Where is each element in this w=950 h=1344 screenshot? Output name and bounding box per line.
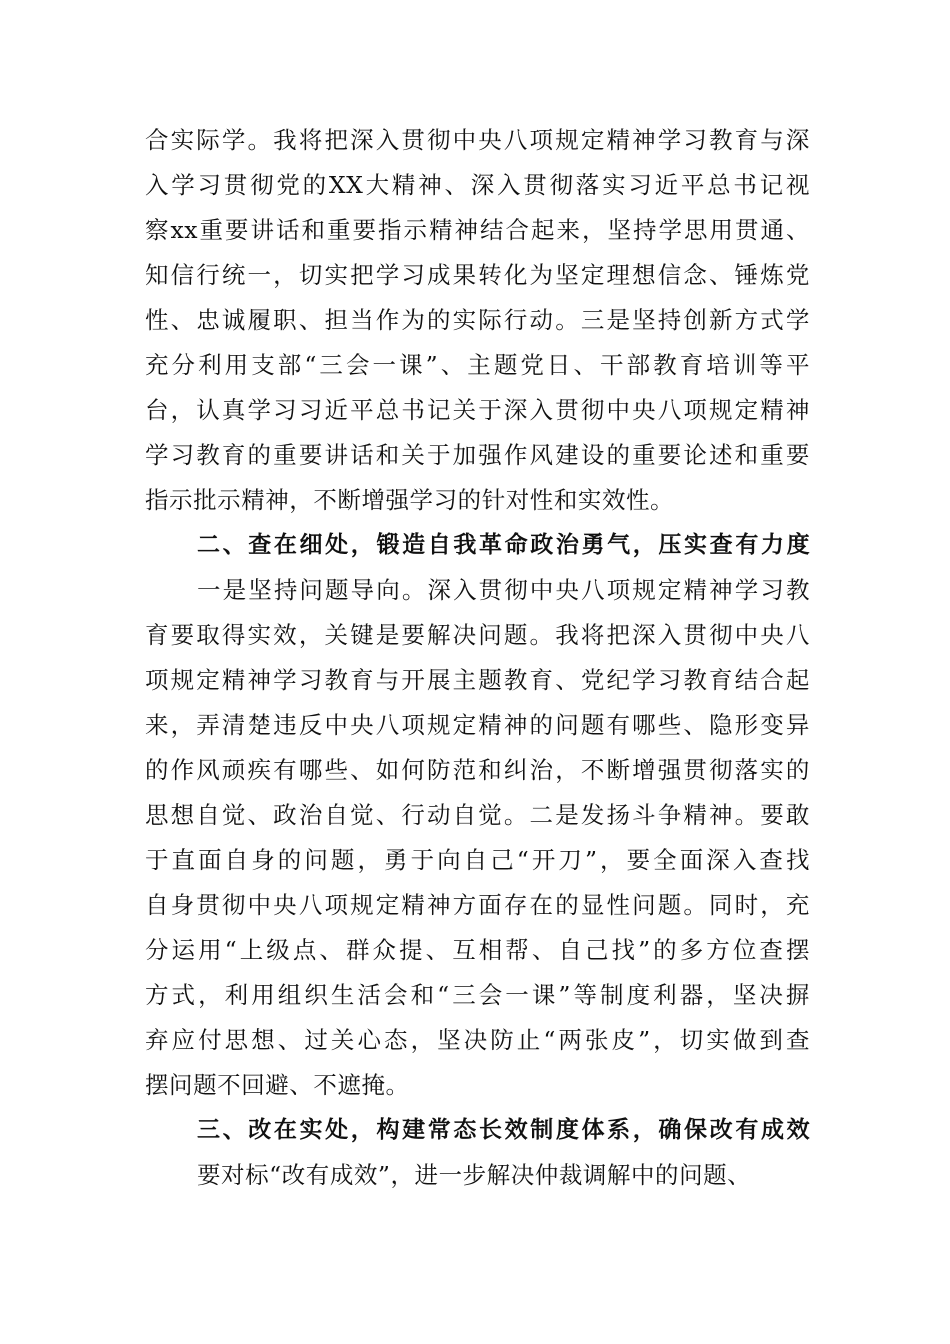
text-line: 育要取得实效，关键是要解决问题。我将把深入贯彻中央八	[145, 621, 810, 649]
text-line: 知信行统一，切实把学习成果转化为坚定理想信念、锤炼党	[145, 261, 810, 289]
text-line: 察xx重要讲话和重要指示精神结合起来，坚持学思用贯通、	[145, 216, 810, 244]
text-line: 性、忠诚履职、担当作为的实际行动。三是坚持创新方式学	[145, 306, 810, 334]
section-heading-3: 三、改在实处，构建常态长效制度体系，确保改有成效	[197, 1117, 810, 1143]
text-line: 于直面自身的问题，勇于向自己“开刀”，要全面深入查找	[145, 846, 810, 874]
text-line: 摆问题不回避、不遮掩。	[145, 1071, 410, 1099]
text-line: 合实际学。我将把深入贯彻中央八项规定精神学习教育与深	[145, 126, 810, 154]
paragraph-study	[145, 118, 810, 523]
section-heading-2: 二、查在细处，锻造自我革命政治勇气，压实查有力度	[197, 532, 810, 558]
text-line: 自身贯彻中央八项规定精神方面存在的显性问题。同时，充	[145, 891, 810, 919]
text-line: 指示批示精神，不断增强学习的针对性和实效性。	[145, 486, 675, 514]
text-line: 要对标“改有成效”，进一步解决仲裁调解中的问题、	[197, 1161, 752, 1189]
text-line: 弃应付思想、过关心态，坚决防止“两张皮”，切实做到查	[145, 1026, 810, 1054]
text-line: 入学习贯彻党的XX大精神、深入贯彻落实习近平总书记视	[145, 171, 810, 199]
text-line: 充分利用支部“三会一课”、主题党日、干部教育培训等平	[145, 351, 810, 379]
text-line: 来，弄清楚违反中央八项规定精神的问题有哪些、隐形变异	[145, 711, 810, 739]
text-line: 分运用“上级点、群众提、互相帮、自己找”的多方位查摆	[145, 936, 810, 964]
text-line: 一是坚持问题导向。深入贯彻中央八项规定精神学习教	[197, 576, 810, 604]
text-line: 思想自觉、政治自觉、行动自觉。二是发扬斗争精神。要敢	[145, 801, 810, 829]
paragraph-check	[145, 568, 810, 1108]
text-line: 学习教育的重要讲话和关于加强作风建设的重要论述和重要	[145, 441, 810, 469]
document-body	[145, 118, 810, 1198]
paragraph-reform	[145, 1153, 810, 1198]
text-line: 项规定精神学习教育与开展主题教育、党纪学习教育结合起	[145, 666, 810, 694]
text-line: 的作风顽疾有哪些、如何防范和纠治，不断增强贯彻落实的	[145, 756, 810, 784]
text-line: 方式，利用组织生活会和“三会一课”等制度利器，坚决摒	[145, 981, 810, 1009]
text-line: 台，认真学习习近平总书记关于深入贯彻中央八项规定精神	[145, 396, 810, 424]
